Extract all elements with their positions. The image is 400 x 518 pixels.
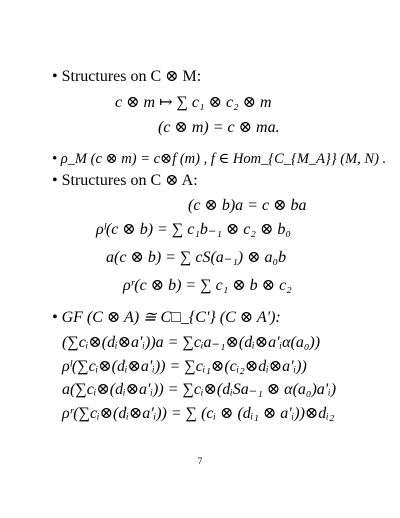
bullet-structures-ca: • Structures on C ⊗ A: — [52, 172, 198, 189]
formula-cm-map: c ⊗ m ↦ ∑ c₁ ⊗ c₂ ⊗ m — [115, 94, 272, 111]
formula-cm-action: (c ⊗ m) = c ⊗ ma. — [158, 119, 280, 136]
formula-ca-right-action: (c ⊗ b)a = c ⊗ ba — [188, 197, 307, 214]
formula-rho-right: ρʳ(c ⊗ b) = ∑ c₁ ⊗ b ⊗ c₂ — [123, 277, 292, 294]
bullet-gf-iso: • GF (C ⊗ A) ≅ C□_{C'} (C ⊗ A'): — [52, 309, 281, 326]
formula-left-action: a(c ⊗ b) = ∑ cS(a₋₁) ⊗ a₀b — [106, 249, 287, 266]
formula-gf-rho-right: ρʳ(∑cᵢ⊗(dᵢ⊗a'ᵢ)) = ∑ (cᵢ ⊗ (dᵢ₁ ⊗ a'ᵢ))⊗dᵢ₂ — [62, 405, 335, 422]
bullet-structures-cm: • Structures on C ⊗ M: — [52, 68, 202, 85]
formula-gf-left-action: a(∑cᵢ⊗(dᵢ⊗a'ᵢ)) = ∑cᵢ⊗(dᵢSa₋₁ ⊗ α(a₀)a'ᵢ) — [62, 381, 337, 398]
formula-rho-left: ρˡ(c ⊗ b) = ∑ c₁b₋₁ ⊗ c₂ ⊗ b₀ — [96, 221, 291, 238]
formula-gf-right-action: (∑cᵢ⊗(dᵢ⊗a'ᵢ))a = ∑cᵢa₋₁⊗(dᵢ⊗a'ᵢα(a₀)) — [62, 334, 321, 351]
bullet-rho-m: • ρ_M (c ⊗ m) = c⊗f (m) , f ∈ Hom_{C_{M_A}} (M, N) . — [52, 151, 387, 167]
page-number: 7 — [197, 456, 203, 466]
formula-gf-rho-left: ρˡ(∑cᵢ⊗(dᵢ⊗a'ᵢ)) = ∑cᵢ₁⊗(cᵢ₂⊗dᵢ⊗a'ᵢ)) — [62, 358, 307, 375]
